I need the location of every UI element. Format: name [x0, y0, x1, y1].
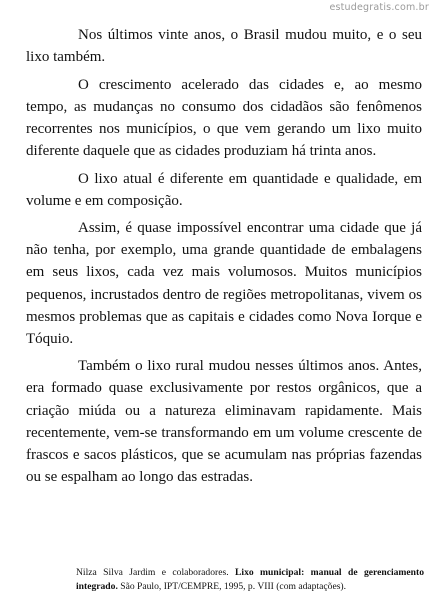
- site-watermark: estudegratis.com.br: [329, 2, 429, 13]
- citation-authors: Nilza Silva Jardim e colaboradores.: [76, 567, 229, 578]
- paragraph-5: Também o lixo rural mudou nesses últimos anos. Antes, era formado quase exclusivamente por restos orgânicos, que a criação miúda ou a natureza eliminavam rapidamente. Mais recentemente, vem-se transformando em um volume crescente de frascos e sacos plásticos, que se acumulam nas próprias fazendas ou se espalham ao longo das estradas.: [26, 358, 422, 485]
- paragraph-3: O lixo atual é diferente em quantidade e qualidade, em volume e em composição.: [26, 170, 422, 209]
- paragraph-4: Assim, é quase impossível encontrar uma cidade que já não tenha, por exemplo, uma grande quantidade de embalagens em seus lixos, cada vez mais volumosos. Muitos municípios pequenos, incrustados dentro de regiões metropolitanas, vivem os mesmos problemas que as capitais e cidades como Nova Iorque e Tóquio.: [26, 220, 422, 347]
- citation-title: Lixo municipal: manual de gerenciamento integrado.: [76, 567, 424, 592]
- paragraph-1: Nos últimos vinte anos, o Brasil mudou muito, e o seu lixo também.: [26, 27, 422, 66]
- text-body: [26, 24, 422, 493]
- citation-details: São Paulo, IPT/CEMPRE, 1995, p. VIII (com adaptações).: [120, 581, 347, 592]
- source-citation: [76, 566, 424, 594]
- paragraph-2: O crescimento acelerado das cidades e, ao mesmo tempo, as mudanças no consumo dos cidadãos são fenômenos recorrentes nos municípios, o que vem gerando um lixo muito diferente daquele que as cidades produziam há trinta anos.: [26, 76, 422, 159]
